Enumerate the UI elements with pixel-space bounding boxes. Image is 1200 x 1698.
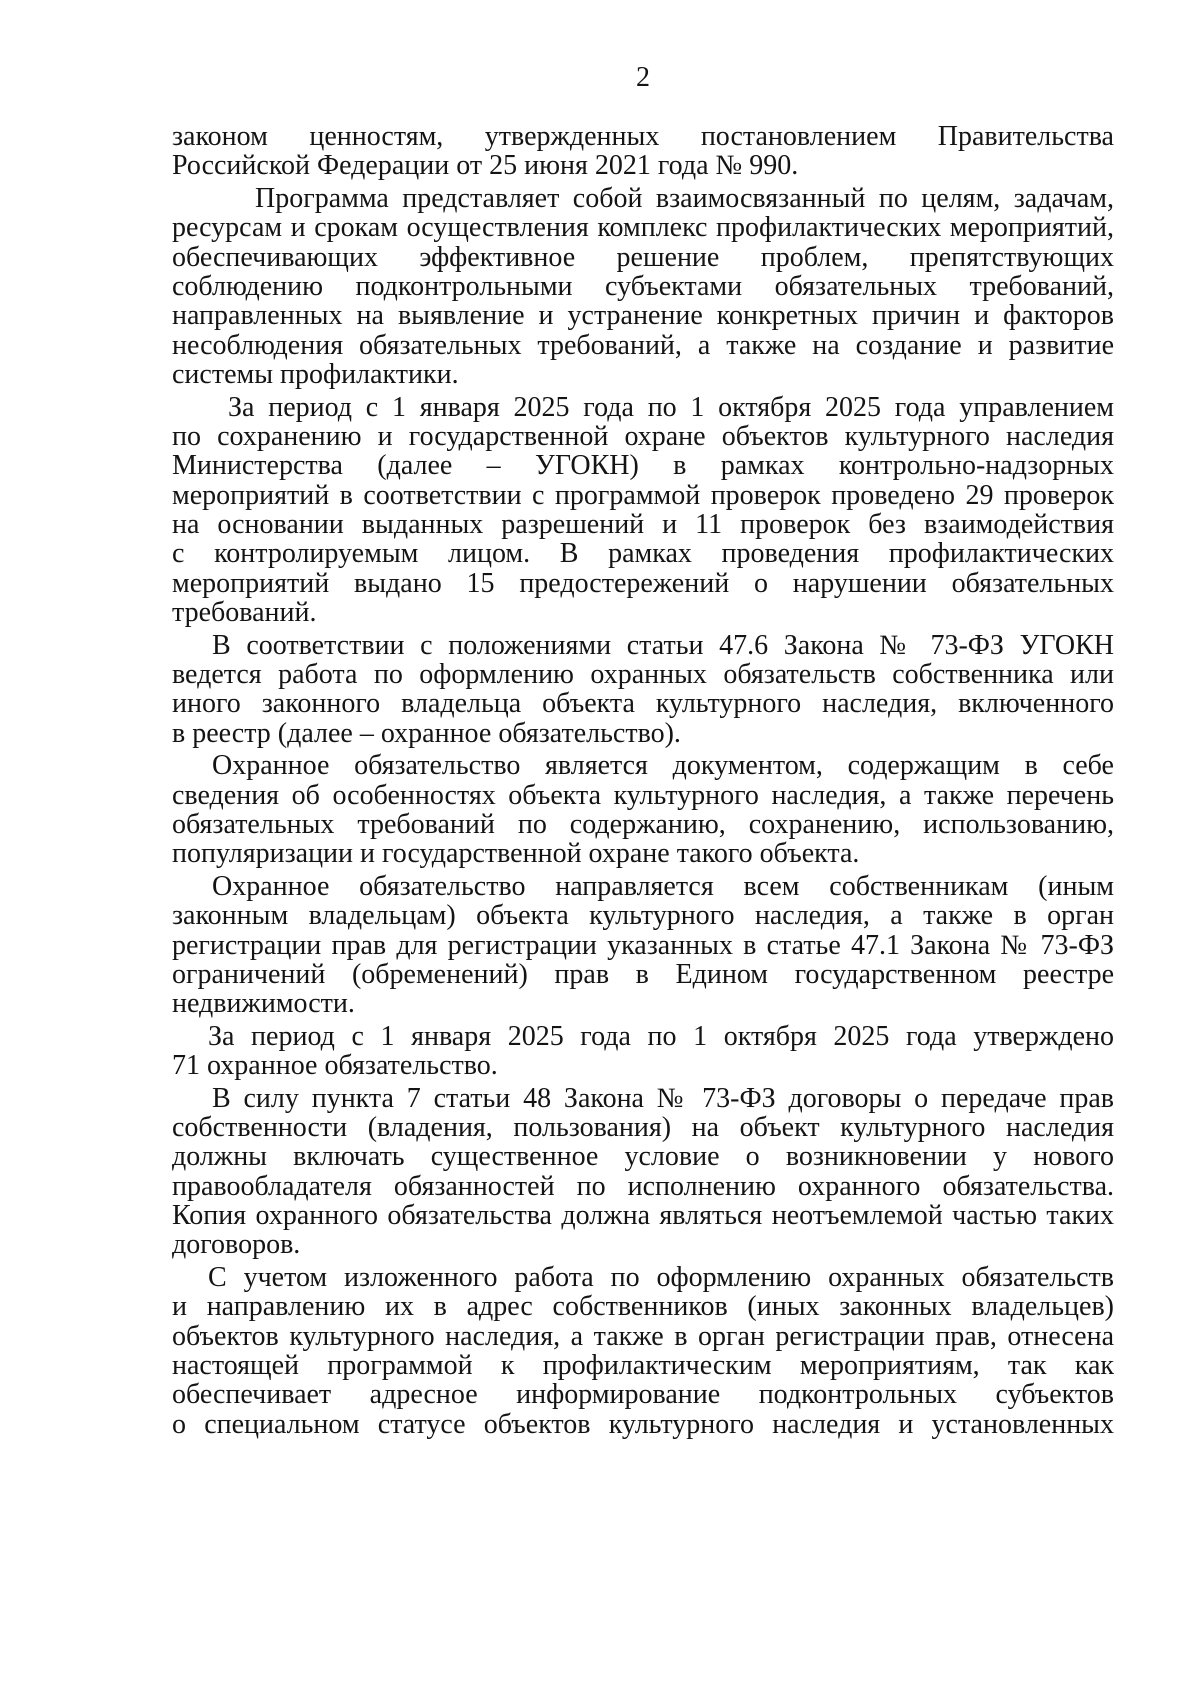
text-line: Копия охранного обязательства должна являться неотъемлемой частью таких	[172, 1200, 1114, 1232]
text-line: обеспечивающих эффективное решение проблем, препятствующих	[172, 241, 1114, 273]
text-line: объектов культурного наследия, а также в орган регистрации прав, отнесена	[172, 1320, 1114, 1352]
text-line: иного законного владельца объекта культурного наследия, включенного	[172, 688, 1114, 720]
text-line: в реестр (далее – охранное обязательство).	[172, 717, 681, 749]
text-line: законным владельцам) объекта культурного наследия, а также в орган	[172, 900, 1114, 932]
text-line: договоров.	[172, 1229, 301, 1261]
text-line: по сохранению и государственной охране объектов культурного наследия	[172, 420, 1114, 452]
text-line: ограничений (обременений) прав в Едином государственном реестре	[172, 958, 1114, 990]
text-line: Программа представляет собой взаимосвязанный по целям, задачам,	[255, 182, 1114, 214]
text-line: должны включать существенное условие о возникновении у нового	[172, 1141, 1114, 1173]
text-line: на основании выданных разрешений и 11 проверок без взаимодействия	[172, 509, 1114, 541]
body-text	[172, 122, 1114, 1439]
text-line: Российской Федерации от 25 июня 2021 года № 990.	[172, 150, 799, 182]
text-line: регистрации прав для регистрации указанных в статье 47.1 Закона № 73-ФЗ	[172, 929, 1114, 961]
paragraph	[172, 1084, 1114, 1260]
text-line: За период с 1 января 2025 года по 1 октября 2025 года утверждено	[208, 1020, 1114, 1052]
paragraph	[172, 1022, 1114, 1081]
paragraph	[172, 122, 1114, 181]
text-line: с контролируемым лицом. В рамках проведения профилактических	[172, 538, 1114, 570]
text-line: недвижимости.	[172, 988, 355, 1020]
text-line: требований.	[172, 597, 317, 629]
paragraph	[172, 1263, 1114, 1439]
text-line: правообладателя обязанностей по исполнению охранного обязательства.	[172, 1170, 1114, 1202]
text-line: мероприятий выдано 15 предостережений о нарушении обязательных	[172, 567, 1114, 599]
text-line: мероприятий в соответствии с программой проверок проведено 29 проверок	[172, 479, 1114, 511]
text-line: законом ценностям, утвержденных постановлением Правительства	[172, 121, 1114, 152]
text-line: 71 охранное обязательство.	[172, 1050, 498, 1082]
text-line: Министерства (далее – УГОКН) в рамках контрольно-надзорных	[172, 450, 1114, 482]
text-line: настоящей программой к профилактическим мероприятиям, так как	[172, 1350, 1114, 1382]
text-line: о специальном статусе объектов культурного наследия и установленных	[172, 1408, 1114, 1440]
paragraph	[172, 631, 1114, 749]
text-line: несоблюдения обязательных требований, а также на создание и развитие	[172, 329, 1114, 361]
text-line: Охранное обязательство является документом, содержащим в себе	[212, 750, 1114, 782]
text-line: Охранное обязательство направляется всем собственникам (иным	[212, 870, 1114, 902]
text-line: обеспечивает адресное информирование подконтрольных субъектов	[172, 1379, 1114, 1411]
text-line: ресурсам и срокам осуществления комплекс профилактических мероприятий,	[172, 212, 1114, 244]
paragraph	[172, 751, 1114, 869]
text-line: За период с 1 января 2025 года по 1 октября 2025 года управлением	[228, 391, 1114, 423]
text-line: направленных на выявление и устранение конкретных причин и факторов	[172, 300, 1114, 332]
text-line: В соответствии с положениями статьи 47.6 Закона № 73-ФЗ УГОКН	[212, 629, 1114, 661]
page-number: 2	[636, 62, 650, 93]
text-line: популяризации и государственной охране такого объекта.	[172, 838, 860, 870]
text-line: и направлению их в адрес собственников (иных законных владельцев)	[172, 1291, 1114, 1323]
paragraph	[172, 872, 1114, 1019]
text-line: собственности (владения, пользования) на объект культурного наследия	[172, 1111, 1114, 1143]
text-line: обязательных требований по содержанию, сохранению, использованию,	[172, 808, 1114, 840]
text-line: соблюдению подконтрольными субъектами обязательных требований,	[172, 270, 1114, 302]
text-line: В силу пункта 7 статьи 48 Закона № 73-ФЗ договоры о передаче прав	[212, 1082, 1114, 1114]
text-line: С учетом изложенного работа по оформлению охранных обязательств	[208, 1261, 1114, 1293]
text-line: ведется работа по оформлению охранных обязательств собственника или	[172, 659, 1114, 691]
paragraph	[172, 184, 1114, 390]
paragraph	[172, 393, 1114, 628]
text-line: системы профилактики.	[172, 359, 459, 391]
text-line: сведения об особенностях объекта культурного наследия, а также перечень	[172, 779, 1114, 811]
